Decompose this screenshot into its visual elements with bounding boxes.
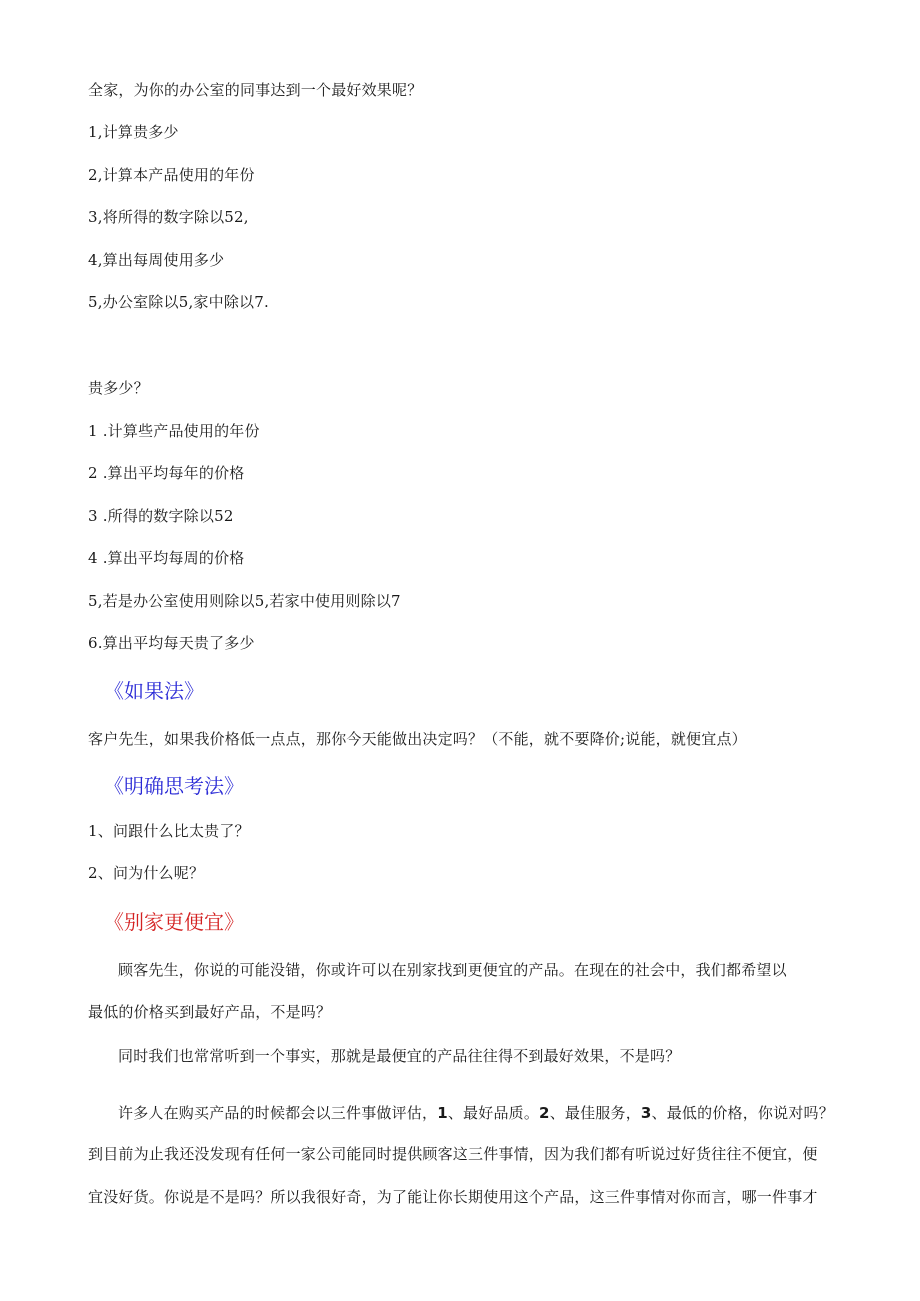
paragraph-line: 到目前为止我还没发现有任何一家公司能同时提供顾客这三件事情，因为我们都有听说过好货往往不便宜，便: [88, 1145, 818, 1163]
heading-mingque: 《明确思考法》: [104, 774, 244, 798]
list-item: 2,计算本产品使用的年份: [88, 166, 255, 184]
list-item: 4,算出每周使用多少: [88, 251, 225, 269]
list-item: 1 .计算些产品使用的年份: [88, 422, 260, 440]
paragraph-line: 同时我们也常常听到一个事实，那就是最便宜的产品往往得不到最好效果，不是吗？: [118, 1047, 681, 1065]
list-item: 6.算出平均每天贵了多少: [88, 634, 255, 652]
number-label: 3: [640, 1104, 652, 1122]
paragraph-text: 、最低的价格，你说对吗？: [651, 1104, 834, 1122]
number-label: 1: [437, 1104, 448, 1122]
paragraph-text: 许多人在购买产品的时候都会以三件事做评估，: [118, 1104, 438, 1122]
list-item: 3 .所得的数字除以52: [88, 507, 234, 525]
list-item: 2 .算出平均每年的价格: [88, 464, 245, 482]
paragraph-line: 宜没好货。你说是不是吗？所以我很好奇，为了能让你长期使用这个产品，这三件事情对你而言，哪一件事才: [88, 1188, 818, 1206]
paragraph-text: 、最好品质。: [447, 1104, 540, 1122]
paragraph-line: [118, 1103, 834, 1123]
intro-text: 全家，为你的办公室的同事达到一个最好效果呢？: [88, 81, 423, 99]
paragraph-line: 最低的价格买到最好产品，不是吗？: [88, 1003, 332, 1021]
list-item: 5,若是办公室使用则除以5,若家中使用则除以7: [88, 592, 401, 610]
paragraph-line: 顾客先生，你说的可能没错，你或许可以在别家找到更便宜的产品。在现在的社会中，我们都希望以: [118, 961, 787, 979]
paragraph-text: 、最佳服务，: [549, 1104, 641, 1122]
section-title: 贵多少？: [88, 379, 149, 397]
ruguo-text: 客户先生，如果我价格低一点点，那你今天能做出决定吗？（不能，就不要降价;说能，就便宜点）: [88, 730, 747, 748]
heading-biejia: 《别家更便宜》: [104, 910, 244, 934]
list-item: 2、问为什么呢？: [88, 864, 205, 882]
list-item: 4 .算出平均每周的价格: [88, 549, 245, 567]
list-item: 5,办公室除以5,家中除以7.: [88, 293, 269, 311]
number-label: 2: [539, 1104, 550, 1122]
list-item: 1,计算贵多少: [88, 123, 179, 141]
list-item: 1、问跟什么比太贵了？: [88, 822, 250, 840]
list-item: 3,将所得的数字除以52,: [88, 208, 249, 226]
heading-ruguo: 《如果法》: [104, 679, 204, 703]
